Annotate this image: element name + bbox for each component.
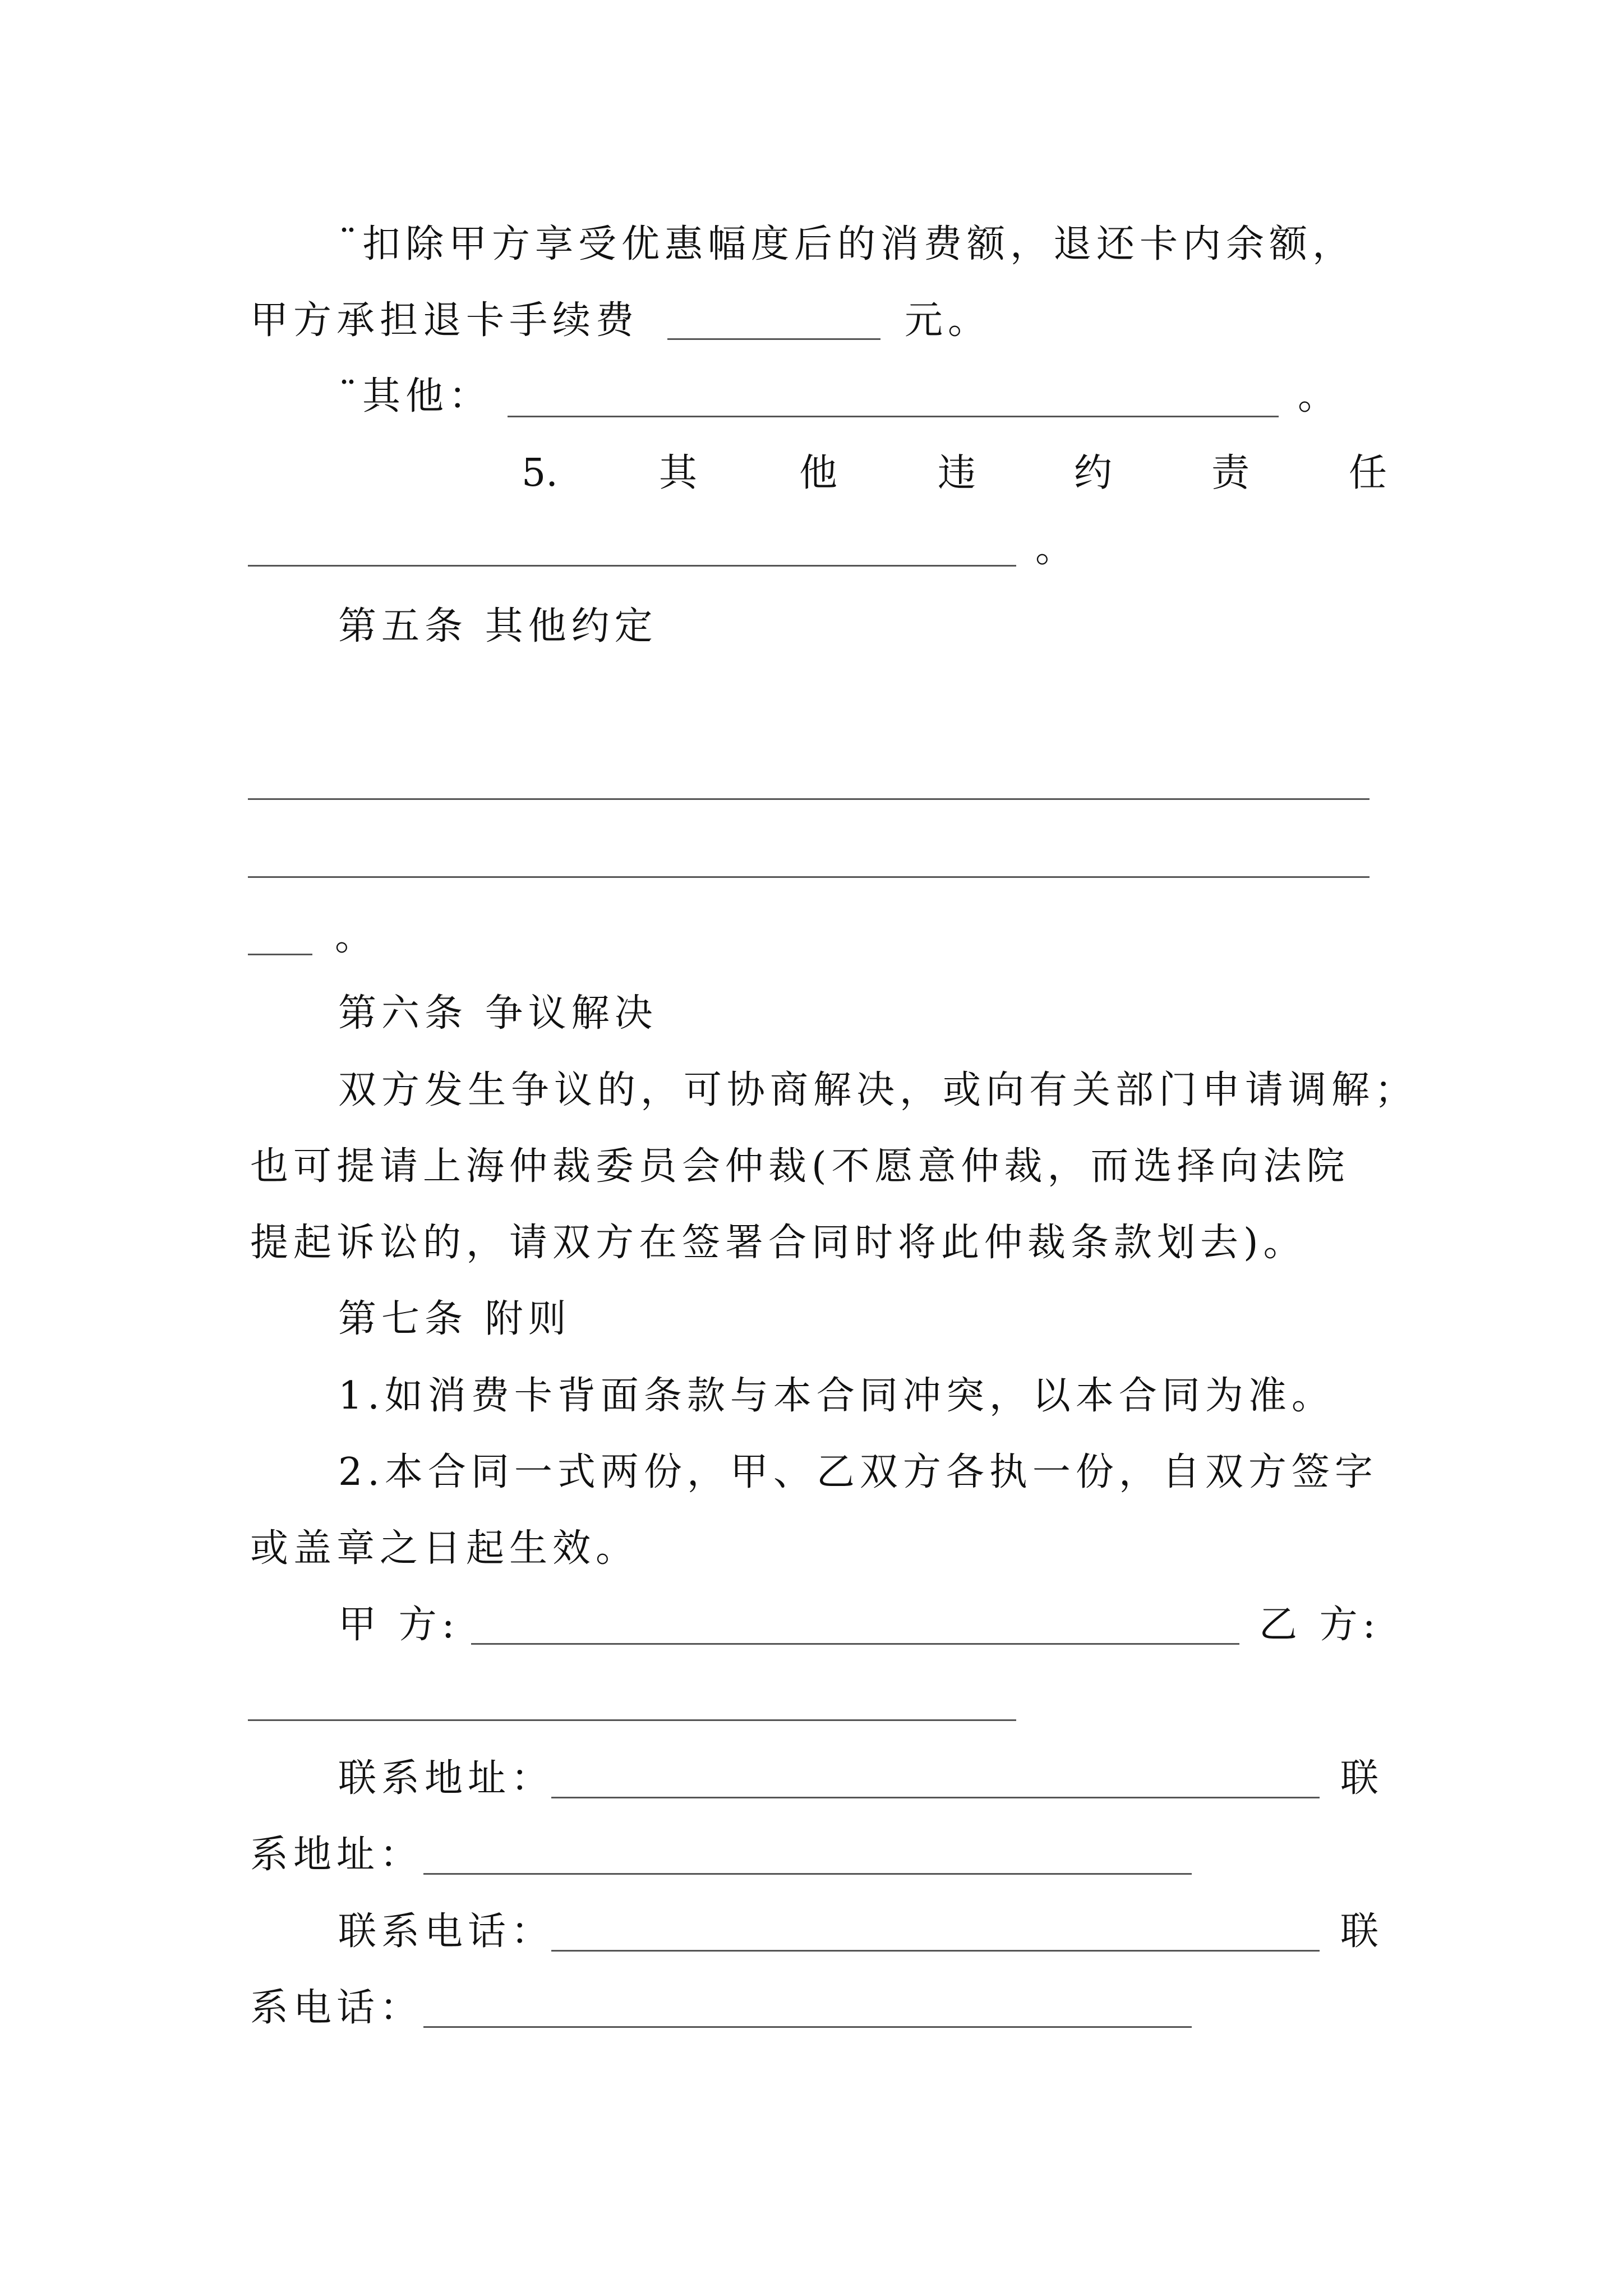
- appendix-item-2: 2.本合同一式两份，甲、乙双方各执一份，自双方签字: [338, 1450, 1378, 1494]
- other-terms-period: 。: [335, 915, 379, 959]
- liability-heading-word: 约: [1074, 451, 1113, 495]
- article-6-heading: 第六条 争议解决: [338, 991, 658, 1036]
- liability-heading-word: 违: [938, 451, 976, 495]
- party-a-phone-label: 联系电话：: [338, 1910, 555, 1954]
- party-b-phone-label-start: 联: [1340, 1910, 1384, 1954]
- party-a-phone-blank: [551, 1950, 1320, 1952]
- party-b-label: 乙 方:: [1259, 1603, 1381, 1647]
- other-terms-blank-3: [248, 954, 312, 955]
- other-option-blank: [508, 416, 1279, 417]
- liability-period: 。: [1035, 527, 1079, 571]
- party-b-address-label-end: 系地址：: [250, 1833, 423, 1877]
- party-b-blank: [248, 1719, 1016, 1721]
- other-terms-blank-1: [248, 798, 1370, 800]
- party-b-address-blank: [423, 1873, 1192, 1875]
- refund-fee-blank: [667, 338, 880, 340]
- party-a-blank: [471, 1643, 1239, 1645]
- liability-heading-word: 5.: [522, 451, 558, 495]
- article-7-heading: 第七条 附则: [338, 1297, 571, 1341]
- party-a-address-label: 联系地址：: [338, 1756, 555, 1801]
- refund-fee-unit: 元。: [905, 298, 992, 343]
- other-option-label: ¨其他：: [338, 374, 492, 418]
- party-b-phone-label-end: 系电话：: [250, 1986, 423, 2030]
- party-a-address-blank: [551, 1797, 1320, 1798]
- liability-blank: [248, 565, 1016, 567]
- appendix-item-2-cont: 或盖章之日起生效。: [250, 1526, 639, 1571]
- dispute-text-line: 双方发生争议的，可协商解决，或向有关部门申请调解；: [338, 1068, 1418, 1112]
- refund-option-text: ¨扣除甲方享受优惠幅度后的消费额，退还卡内余额，: [338, 222, 1356, 266]
- liability-heading-word: 他: [799, 451, 838, 495]
- liability-heading-word: 责: [1211, 451, 1250, 495]
- party-b-address-label-start: 联: [1340, 1756, 1384, 1801]
- dispute-text-line: 也可提请上海仲裁委员会仲裁(不愿意仲裁，而选择向法院: [250, 1144, 1350, 1189]
- liability-heading-word: 任: [1349, 451, 1387, 495]
- liability-heading-word: 其: [659, 451, 698, 495]
- party-b-phone-blank: [423, 2026, 1192, 2028]
- article-5-heading: 第五条 其他约定: [338, 604, 658, 648]
- appendix-item-1: 1.如消费卡背面条款与本合同冲突，以本合同为准。: [338, 1374, 1335, 1418]
- party-a-label: 甲 方:: [338, 1603, 460, 1647]
- other-terms-blank-2: [248, 876, 1370, 878]
- refund-fee-label: 甲方承担退卡手续费: [250, 298, 639, 343]
- dispute-text-line: 提起诉讼的，请双方在签署合同时将此仲裁条款划去)。: [250, 1221, 1307, 1265]
- other-option-period: 。: [1298, 374, 1341, 418]
